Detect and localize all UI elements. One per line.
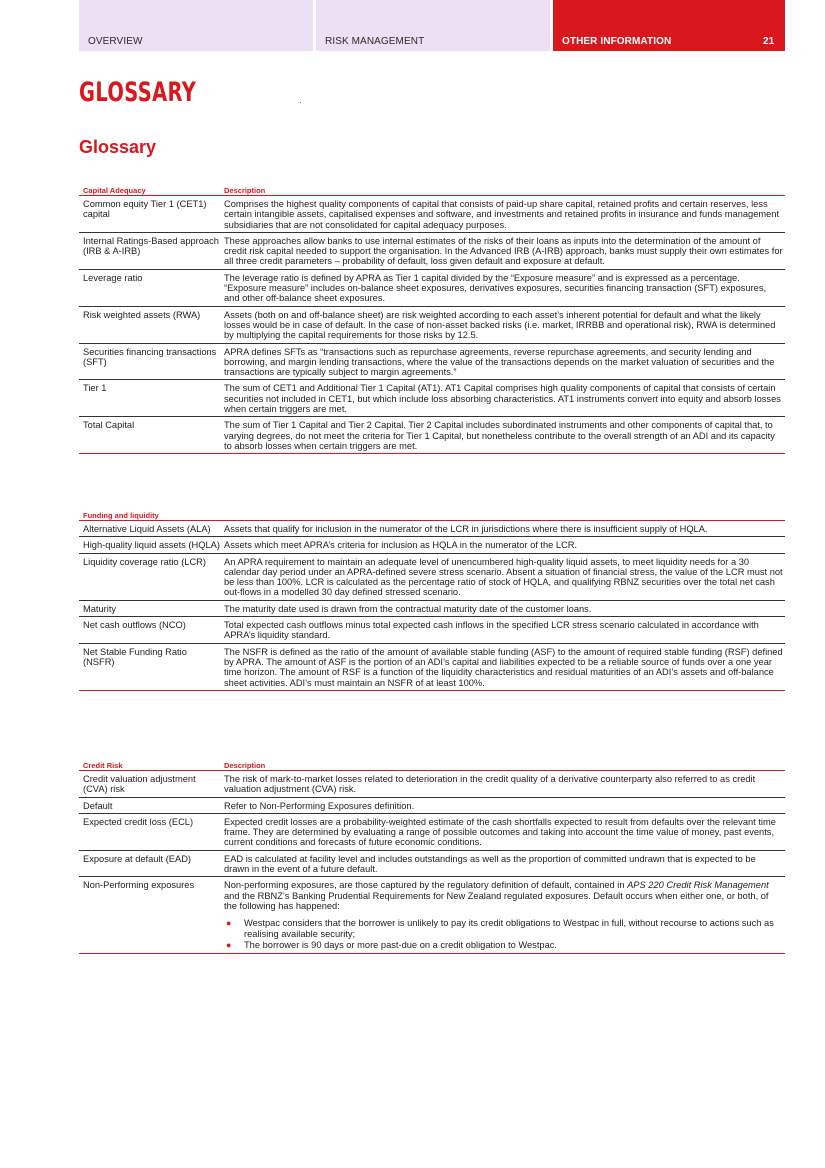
term: Total Capital bbox=[83, 420, 135, 431]
term: Common equity Tier 1 (CET1) capital bbox=[83, 199, 207, 220]
table-row bbox=[79, 617, 785, 644]
table-header bbox=[79, 181, 785, 196]
term: Maturity bbox=[83, 603, 117, 614]
description: The sum of Tier 1 Capital and Tier 2 Capital. Tier 2 Capital includes subordinated instruments and other components of capital that, to varying degrees, do not meet the criteria for Tier 1 Capital, but nonetheless contribute to the overall strength of an ADI and its capacity to absorb losses when certain triggers are met. bbox=[224, 420, 775, 451]
table-row bbox=[79, 380, 785, 417]
description: Comprises the highest quality components of capital that consists of paid-up share capital, retained profits and certain reserves, less certain intangible assets, capitalised expenses and software, and investments and retained profits in insurance and funds management subsidiaries that are not consolidated for capital adequacy purposes. bbox=[224, 199, 780, 230]
table-row bbox=[79, 307, 785, 344]
term: Default bbox=[83, 800, 113, 811]
term: Alternative Liquid Assets (ALA) bbox=[83, 524, 211, 534]
description: Assets (both on and off-balance sheet) are risk weighted according to each asset’s inherent potential for default and what the likely losses would be in case of default. In the case of non-asset backed risks (i.e. market, IRRBB and operational risk), RWA is determined by multiplying the capital requirements for those risks by 12.5. bbox=[224, 309, 776, 341]
header-tabs bbox=[79, 0, 785, 51]
term: Risk weighted assets (RWA) bbox=[83, 309, 201, 320]
table-row bbox=[79, 344, 785, 381]
table-row bbox=[79, 270, 785, 307]
table-row bbox=[79, 417, 785, 454]
description: APRA defines SFTs as “transactions such as repurchase agreements, reverse repurchase agreements, and security lending and borrowing, and margin lending transactions, where the value of the transactions depends on the market valuation of securities and the transactions are typically subject to margin agreements.” bbox=[224, 346, 775, 378]
dot-mark bbox=[300, 102, 301, 103]
term: Securities financing transactions (SFT) bbox=[83, 346, 217, 367]
description-italic: APS 220 Credit Risk Management bbox=[627, 880, 769, 891]
term: Liquidity coverage ratio (LCR) bbox=[83, 556, 206, 567]
description: Assets which meet APRA’s criteria for inclusion as HQLA in the numerator of the LCR. bbox=[224, 540, 578, 551]
description: Assets that qualify for inclusion in the numerator of the LCR in jurisdictions where there is insufficient supply of HQLA. bbox=[224, 524, 708, 534]
table-header bbox=[79, 756, 785, 771]
table-row bbox=[79, 601, 785, 617]
table-row bbox=[79, 233, 785, 270]
term: Leverage ratio bbox=[83, 272, 143, 283]
description: EAD is calculated at facility level and includes outstandings as well as the proportion of committed undrawn that is expected to be drawn in the event of a future default. bbox=[224, 853, 756, 875]
description-heading: Description bbox=[224, 186, 266, 195]
description bbox=[224, 880, 785, 951]
table-row bbox=[79, 851, 785, 878]
table-row bbox=[79, 771, 785, 798]
term: Net cash outflows (NCO) bbox=[83, 620, 186, 631]
page-title: GLOSSARY bbox=[79, 77, 197, 108]
funding-liquidity-table bbox=[79, 506, 785, 691]
table-heading: Funding and liquidity bbox=[83, 511, 159, 520]
capital-adequacy-table bbox=[79, 181, 785, 454]
table-row bbox=[79, 814, 785, 851]
description: These approaches allow banks to use internal estimates of the risks of their loans as inputs into the determination of the amount of credit risk capital needed to support the organisation. In the Advanced IRB (A-IRB) approach, banks must supply their own estimates for all three credit parameters – probability of default, loss given default and exposure at default. bbox=[224, 235, 783, 267]
tab-overview[interactable]: OVERVIEW bbox=[79, 0, 313, 51]
bullet-text: Westpac considers that the borrower is unlikely to pay its credit obligations to Westpac in full, without recourse to actions such as realising available security; bbox=[244, 918, 774, 939]
page-number: 21 bbox=[763, 36, 775, 47]
bullet-icon: ● bbox=[226, 939, 232, 950]
list-item bbox=[224, 918, 783, 939]
description: The risk of mark-to-market losses related to deterioration in the credit quality of a derivative counterparty also referred to as credit valuation adjustment (CVA) risk. bbox=[224, 774, 756, 795]
bullet-list bbox=[224, 918, 783, 950]
table-heading: Credit Risk bbox=[83, 761, 123, 770]
credit-risk-table bbox=[79, 756, 785, 954]
term: High-quality liquid assets (HQLA) bbox=[83, 540, 220, 551]
description: Total expected cash outflows minus total expected cash inflows in the specified LCR stress scenario calculated in accordance with APRA’s liquidity standard. bbox=[224, 620, 759, 641]
description: The leverage ratio is defined by APRA as Tier 1 capital divided by the “Exposure measure” and is expressed as a percentage. “Exposure measure” includes on-balance sheet exposures, derivatives exposures, securities financing transaction (SFT) exposures, and other off-balance sheet exposures. bbox=[224, 272, 767, 304]
description: The NSFR is defined as the ratio of the amount of available stable funding (ASF) to the amount of required stable funding (RSF) defined by APRA. The amount of ASF is the portion of an ADI’s capital and liabilities expected to be a reliable source of funds over a one year time horizon. The amount of RSF is a function of the liquidity characteristics and residual maturities of an ADI’s assets and off-balance sheet activities. ADI’s must maintain an NSFR of at least 100%. bbox=[224, 646, 783, 688]
description: Expected credit losses are a probability-weighted estimate of the cash shortfalls expected to result from defaults over the relevant time frame. They are determined by evaluating a range of possible outcomes and taking into account the time value of money, past events, current conditions and forecasts of future economic conditions. bbox=[224, 816, 776, 848]
description-text: and the RBNZ’s Banking Prudential Requirements for New Zealand regulated exposures. Default occurs when either one, or both, of the following has happened: bbox=[224, 890, 769, 911]
description: The maturity date used is drawn from the contractual maturity date of the customer loans. bbox=[224, 603, 592, 614]
description: An APRA requirement to maintain an adequate level of unencumbered high-quality liquid assets, to meet liquidity needs for a 30 calendar day period under an APRA-defined severe stress scenario. Absent a situation of financial stress, the value of the LCR must not be less than 100%. LCR is calculated as the percentage ratio of stock of HQLA, and qualifying RBNZ securities over the total net cash out-flows in a modelled 30 day defined stressed scenario. bbox=[224, 556, 783, 598]
bullet-icon: ● bbox=[226, 918, 232, 929]
table-row bbox=[79, 537, 785, 553]
table-row bbox=[79, 196, 785, 233]
table-row bbox=[79, 877, 785, 954]
table-header bbox=[79, 506, 785, 521]
table-row bbox=[79, 521, 785, 537]
tab-other-information[interactable]: OTHER INFORMATION 21 bbox=[553, 0, 785, 51]
term: Credit valuation adjustment (CVA) risk bbox=[83, 774, 196, 795]
term: Expected credit loss (ECL) bbox=[83, 816, 194, 827]
list-item bbox=[224, 940, 783, 950]
table-heading: Capital Adequacy bbox=[83, 186, 146, 195]
description: The sum of CET1 and Additional Tier 1 Capital (AT1). AT1 Capital comprises high quality components of capital that consists of certain securities not included in CET1, but which include loss absorbing characteristics. AT1 instruments convert into equity and absorb losses when certain triggers are met. bbox=[224, 383, 781, 415]
term: Exposure at default (EAD) bbox=[83, 853, 191, 864]
table-row bbox=[79, 798, 785, 814]
term: Internal Ratings-Based approach (IRB & A-IRB) bbox=[83, 235, 219, 257]
term: Net Stable Funding Ratio (NSFR) bbox=[83, 646, 187, 667]
section-title: Glossary bbox=[79, 137, 157, 157]
table-row bbox=[79, 554, 785, 601]
bullet-text: The borrower is 90 days or more past-due on a credit obligation to Westpac. bbox=[244, 939, 557, 950]
table-row bbox=[79, 644, 785, 691]
tab-risk-management[interactable]: RISK MANAGEMENT bbox=[316, 0, 550, 51]
description: Refer to Non-Performing Exposures definition. bbox=[224, 800, 415, 811]
description-heading: Description bbox=[224, 761, 266, 770]
term: Non-Performing exposures bbox=[83, 880, 195, 891]
term: Tier 1 bbox=[83, 383, 107, 394]
description-text: Non-performing exposures, are those captured by the regulatory definition of default, contained in bbox=[224, 880, 628, 891]
